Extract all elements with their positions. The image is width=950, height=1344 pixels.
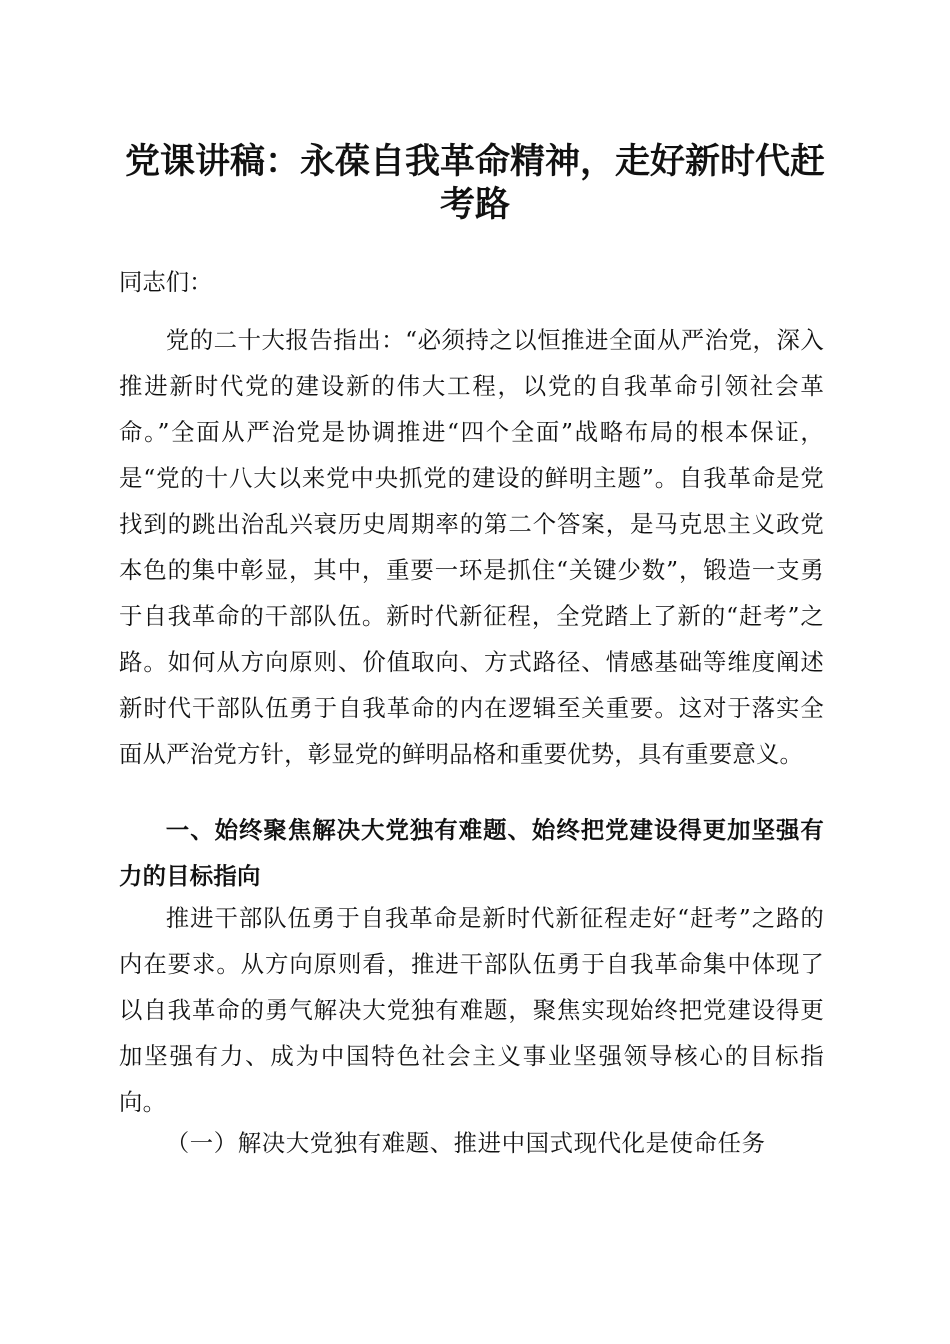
document-title-line2: 考路 [439, 184, 510, 225]
subsection-heading-1: （一）解决大党独有难题、推进中国式现代化是使命任务 [165, 1129, 766, 1157]
document-title-line1: 党课讲稿：永葆自我革命精神，走好新时代赶 [124, 141, 825, 182]
greeting: 同志们： [119, 268, 213, 296]
section-heading-1: 一、始终聚焦解决大党独有难题、始终把党建设得更加坚强有力的目标指向 [119, 816, 824, 890]
paragraph-intro: 党的二十大报告指出：“必须持之以恒推进全面从严治党，深入推进新时代党的建设新的伟大工程，以党的自我革命引领社会革命。”全面从严治党是协调推进“四个全面”战略布局的根本保证，是“党的十八大以来党中央抓党的建设的鲜明主题”。自我革命是党找到的跳出治乱兴衰历史周期率的第二个答案，是马克思主义政党本色的集中彰显，其中，重要一环是抓住“关键少数”，锻造一支勇于自我革命的干部队伍。新时代新征程，全党踏上了新的“赶考”之路。如何从方向原则、价值取向、方式路径、情感基础等维度阐述新时代干部队伍勇于自我革命的内在逻辑至关重要。这对于落实全面从严治党方针，彰显党的鲜明品格和重要优势，具有重要意义。 [119, 326, 824, 768]
paragraph-section-1: 推进干部队伍勇于自我革命是新时代新征程走好“赶考”之路的内在要求。从方向原则看，推进干部队伍勇于自我革命集中体现了以自我革命的勇气解决大党独有难题，聚焦实现始终把党建设得更加坚强有力、成为中国特色社会主义事业坚强领导核心的目标指向。 [119, 904, 824, 1116]
